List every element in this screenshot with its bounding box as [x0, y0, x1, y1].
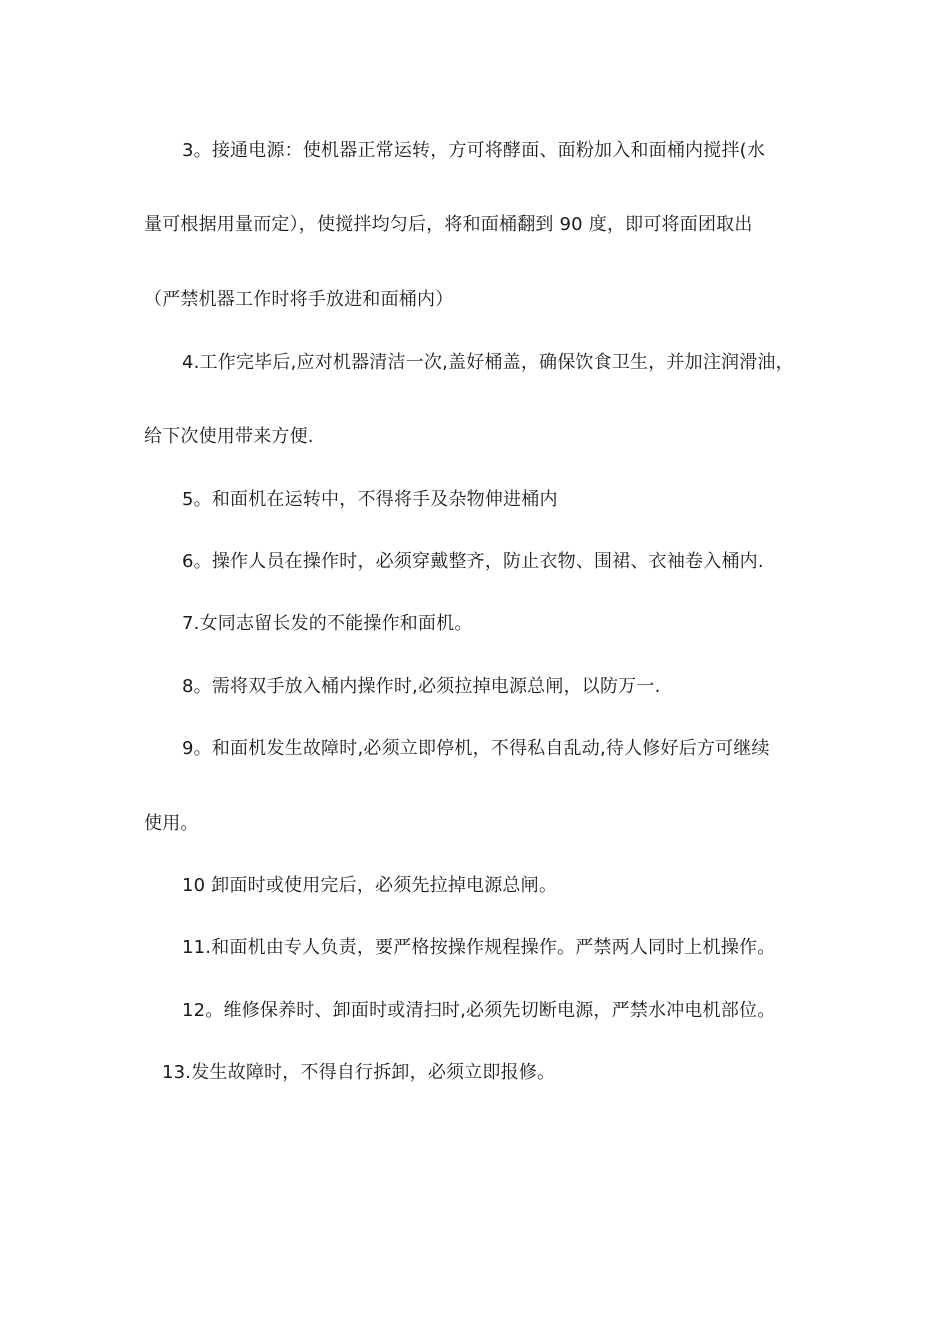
rule-3-line-2: 量可根据用量而定），使搅拌均匀后，将和面桶翻到 90 度，即可将面团取出 [144, 214, 753, 235]
rule-12: 12。维修保养时、卸面时或清扫时,必须先切断电源，严禁水冲电机部位。 [182, 1000, 776, 1021]
rule-6: 6。操作人员在操作时，必须穿戴整齐，防止衣物、围裙、衣袖卷入桶内. [182, 551, 764, 572]
rule-3-line-3: （严禁机器工作时将手放进和面桶内） [144, 289, 454, 310]
rule-4-line-1: 4.工作完毕后,应对机器清洁一次,盖好桶盖，确保饮食卫生，并加注润滑油， [182, 352, 794, 373]
rule-8: 8。需将双手放入桶内操作时,必须拉掉电源总闸，以防万一. [182, 676, 661, 697]
rule-9-line-2: 使用。 [144, 813, 199, 834]
rule-5: 5。和面机在运转中，不得将手及杂物伸进桶内 [182, 489, 558, 510]
rule-13: 13.发生故障时，不得自行拆卸，必须立即报修。 [162, 1062, 556, 1083]
rule-10: 10 卸面时或使用完后，必须先拉掉电源总闸。 [182, 875, 558, 896]
rule-7: 7.女同志留长发的不能操作和面机。 [182, 613, 473, 634]
rule-9-line-1: 9。和面机发生故障时,必须立即停机，不得私自乱动,待人修好后方可继续 [182, 738, 770, 759]
rule-11: 11.和面机由专人负责，要严格按操作规程操作。严禁两人同时上机操作。 [182, 937, 776, 958]
rule-3-line-1: 3。接通电源：使机器正常运转，方可将酵面、面粉加入和面桶内搅拌(水 [182, 140, 766, 161]
rule-4-line-2: 给下次使用带来方便. [144, 426, 314, 447]
